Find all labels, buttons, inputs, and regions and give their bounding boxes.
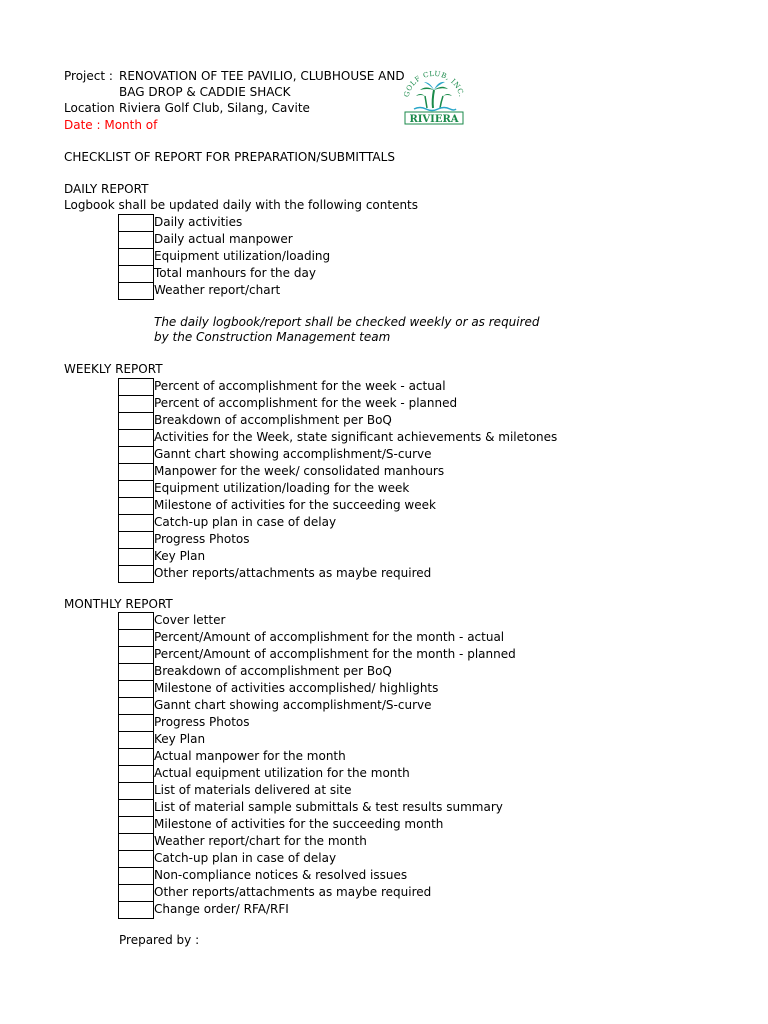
checkbox[interactable] bbox=[118, 646, 154, 663]
checkbox[interactable] bbox=[118, 378, 154, 395]
checkbox[interactable] bbox=[118, 680, 154, 697]
checklist-item-label: Catch-up plan in case of delay bbox=[154, 515, 337, 529]
checkbox[interactable] bbox=[118, 214, 154, 231]
project-label: Project : bbox=[64, 69, 113, 83]
checkbox[interactable] bbox=[118, 265, 154, 282]
project-title-line2: BAG DROP & CADDIE SHACK bbox=[119, 85, 291, 99]
prepared-by-label: Prepared by : bbox=[119, 933, 200, 947]
checkbox[interactable] bbox=[118, 395, 154, 412]
checklist-item-label: Breakdown of accomplishment per BoQ bbox=[154, 664, 392, 678]
checkbox[interactable] bbox=[118, 248, 154, 265]
checklist-item-label: Progress Photos bbox=[154, 532, 250, 546]
checkbox[interactable] bbox=[118, 663, 154, 680]
project-title-line1: RENOVATION OF TEE PAVILIO, CLUBHOUSE AND bbox=[119, 69, 405, 83]
checklist-item-label: Key Plan bbox=[154, 732, 206, 746]
date-label: Date : Month of bbox=[64, 118, 158, 132]
monthly-report-heading: MONTHLY REPORT bbox=[64, 597, 173, 611]
checklist-item-label: Weather report/chart bbox=[154, 283, 281, 297]
checklist-title: CHECKLIST OF REPORT FOR PREPARATION/SUBMITTALS bbox=[64, 150, 395, 164]
checklist-item-label: Key Plan bbox=[154, 549, 206, 563]
checkbox[interactable] bbox=[118, 731, 154, 748]
daily-note-line1: The daily logbook/report shall be checked weekly or as required bbox=[154, 315, 540, 329]
checkbox[interactable] bbox=[118, 782, 154, 799]
checklist-item-label: Manpower for the week/ consolidated manhours bbox=[154, 464, 445, 478]
weekly-report-heading: WEEKLY REPORT bbox=[64, 362, 163, 376]
checklist-item-label: Percent of accomplishment for the week - planned bbox=[154, 396, 458, 410]
checkbox[interactable] bbox=[118, 799, 154, 816]
checkbox[interactable] bbox=[118, 514, 154, 531]
checkbox[interactable] bbox=[118, 231, 154, 248]
checklist-item-label: Activities for the Week, state significant achievements & miletones bbox=[154, 430, 558, 444]
checkbox[interactable] bbox=[118, 850, 154, 867]
checklist-item-label: Actual manpower for the month bbox=[154, 749, 346, 763]
checkbox[interactable] bbox=[118, 697, 154, 714]
checklist-item-label: Percent/Amount of accomplishment for the month - actual bbox=[154, 630, 505, 644]
checklist-item-label: Catch-up plan in case of delay bbox=[154, 851, 337, 865]
checkbox[interactable] bbox=[118, 480, 154, 497]
checklist-item-label: Percent of accomplishment for the week - actual bbox=[154, 379, 446, 393]
checkbox[interactable] bbox=[118, 429, 154, 446]
checkbox[interactable] bbox=[118, 867, 154, 884]
checklist-item-label: Cover letter bbox=[154, 613, 226, 627]
checkbox[interactable] bbox=[118, 463, 154, 480]
daily-report-intro: Logbook shall be updated daily with the following contents bbox=[64, 198, 419, 212]
checklist-item-label: Daily actual manpower bbox=[154, 232, 293, 246]
checkbox[interactable] bbox=[118, 497, 154, 514]
checkbox[interactable] bbox=[118, 412, 154, 429]
checklist-item-label: Percent/Amount of accomplishment for the month - planned bbox=[154, 647, 516, 661]
checkbox[interactable] bbox=[118, 282, 154, 300]
checkbox[interactable] bbox=[118, 531, 154, 548]
checkbox[interactable] bbox=[118, 565, 154, 583]
checkbox[interactable] bbox=[118, 612, 154, 629]
checkbox[interactable] bbox=[118, 714, 154, 731]
checklist-item-label: List of materials delivered at site bbox=[154, 783, 352, 797]
checklist-item-label: Change order/ RFA/RFI bbox=[154, 902, 289, 916]
logo-arc-text: GOLF CLUB, INC. bbox=[402, 69, 466, 99]
checklist-item-label: Equipment utilization/loading for the week bbox=[154, 481, 410, 495]
location-label: Location bbox=[64, 101, 115, 115]
checkbox[interactable] bbox=[118, 884, 154, 901]
checkbox[interactable] bbox=[118, 748, 154, 765]
checkbox[interactable] bbox=[118, 446, 154, 463]
checklist-item-label: Gannt chart showing accomplishment/S-curve bbox=[154, 447, 432, 461]
palm-tree-icon bbox=[400, 68, 468, 130]
checklist-item-label: Equipment utilization/loading bbox=[154, 249, 331, 263]
checklist-item-label: List of material sample submittals & test results summary bbox=[154, 800, 503, 814]
checklist-item-label: Milestone of activities for the succeeding month bbox=[154, 817, 444, 831]
checklist-item-label: Other reports/attachments as maybe required bbox=[154, 885, 432, 899]
location-value: Riviera Golf Club, Silang, Cavite bbox=[119, 101, 310, 115]
checklist-item-label: Progress Photos bbox=[154, 715, 250, 729]
checklist-item-label: Gannt chart showing accomplishment/S-curve bbox=[154, 698, 432, 712]
checkbox[interactable] bbox=[118, 765, 154, 782]
daily-note-line2: by the Construction Management team bbox=[154, 330, 391, 344]
checkbox[interactable] bbox=[118, 629, 154, 646]
checklist-item-label: Milestone of activities for the succeeding week bbox=[154, 498, 436, 512]
logo-name-text: RIVIERA bbox=[409, 114, 459, 125]
checkbox[interactable] bbox=[118, 548, 154, 565]
checkbox[interactable] bbox=[118, 816, 154, 833]
checklist-item-label: Daily activities bbox=[154, 215, 243, 229]
checklist-item-label: Breakdown of accomplishment per BoQ bbox=[154, 413, 392, 427]
checklist-item-label: Actual equipment utilization for the month bbox=[154, 766, 410, 780]
checkbox[interactable] bbox=[118, 901, 154, 919]
riviera-golf-club-logo bbox=[400, 68, 468, 130]
checklist-item-label: Other reports/attachments as maybe required bbox=[154, 566, 432, 580]
checklist-item-label: Non-compliance notices & resolved issues bbox=[154, 868, 408, 882]
checklist-item-label: Total manhours for the day bbox=[154, 266, 316, 280]
daily-report-heading: DAILY REPORT bbox=[64, 182, 149, 196]
checklist-item-label: Weather report/chart for the month bbox=[154, 834, 367, 848]
checkbox[interactable] bbox=[118, 833, 154, 850]
checklist-item-label: Milestone of activities accomplished/ highlights bbox=[154, 681, 439, 695]
